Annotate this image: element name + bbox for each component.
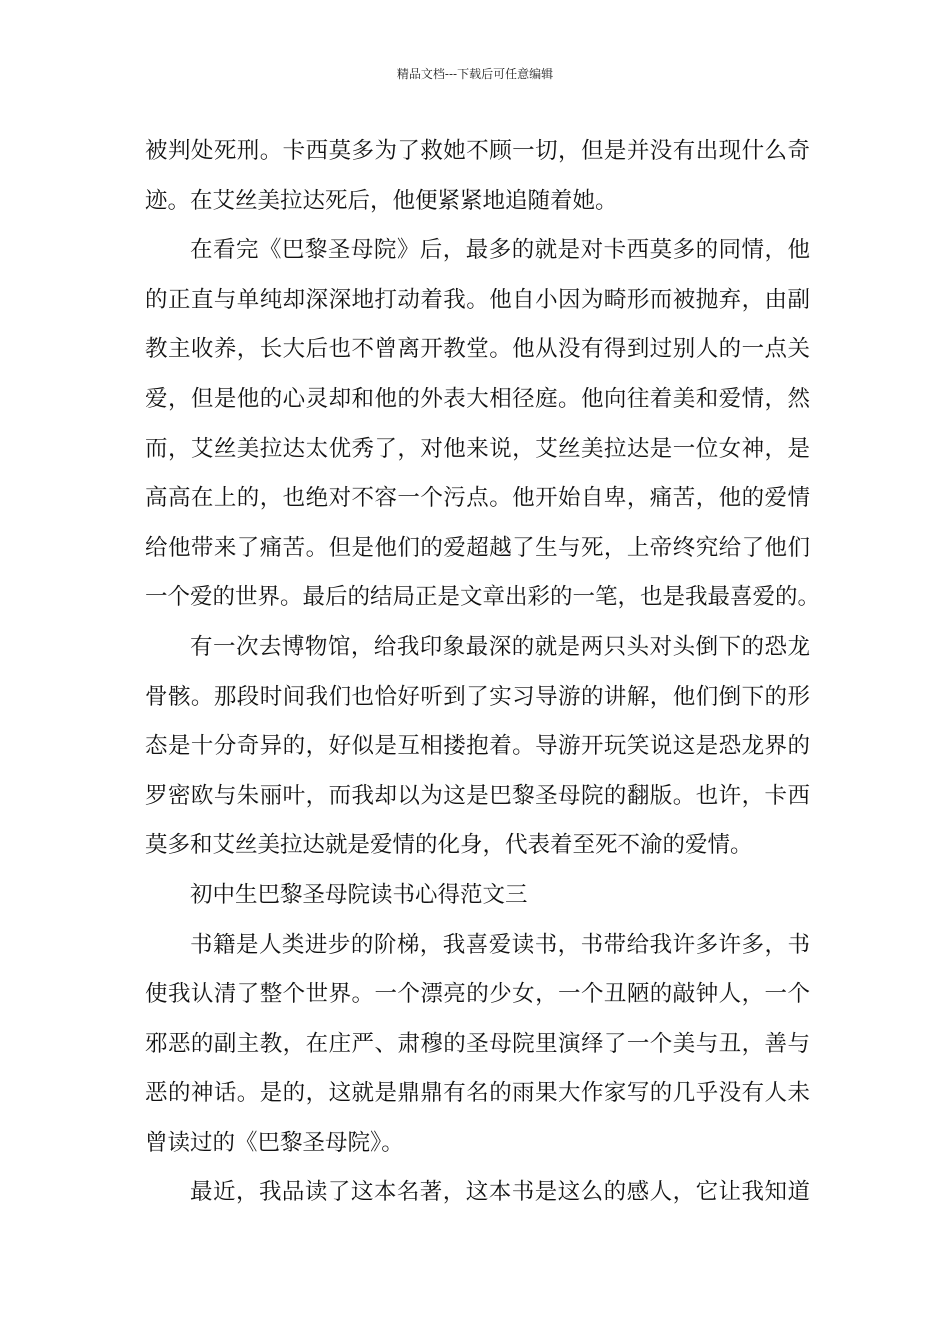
text-line: 教主收养，长大后也不曾离开教堂。他从没有得到过别人的一点关 xyxy=(145,336,810,363)
text-line: 使我认清了整个世界。一个漂亮的少女，一个丑陋的敲钟人，一个 xyxy=(145,981,810,1008)
text-line: 爱，但是他的心灵却和他的外表大相径庭。他向往着美和爱情，然 xyxy=(145,385,810,412)
paragraph xyxy=(145,623,810,871)
paragraph xyxy=(145,921,810,1169)
text-line: 骨骸。那段时间我们也恰好听到了实习导游的讲解，他们倒下的形 xyxy=(145,683,810,710)
paragraph xyxy=(145,127,810,226)
text-line: 的正直与单纯却深深地打动着我。他自小因为畸形而被抛弃，由副 xyxy=(145,286,810,313)
text-line: 被判处死刑。卡西莫多为了救她不顾一切，但是并没有出现什么奇 xyxy=(145,138,810,164)
text-line: 初中生巴黎圣母院读书心得范文三 xyxy=(190,881,528,908)
text-line: 态是十分奇异的，好似是互相搂抱着。导游开玩笑说这是恐龙界的 xyxy=(145,733,810,760)
text-line: 恶的神话。是的，这就是鼎鼎有名的雨果大作家写的几乎没有人未 xyxy=(145,1080,810,1107)
text-line: 高高在上的，也绝对不容一个污点。他开始自卑，痛苦，他的爱情 xyxy=(145,485,810,512)
text-line: 给他带来了痛苦。但是他们的爱超越了生与死，上帝终究给了他们 xyxy=(145,534,810,561)
text-line: 在看完《巴黎圣母院》后，最多的就是对卡西莫多的同情，他 xyxy=(190,237,810,264)
page-header: 精品文档---下载后可任意编辑 xyxy=(396,67,554,81)
paragraph xyxy=(145,1168,810,1218)
text-line: 书籍是人类进步的阶梯，我喜爱读书，书带给我许多许多，书 xyxy=(190,931,810,958)
text-line: 邪恶的副主教，在庄严、肃穆的圣母院里演绎了一个美与丑，善与 xyxy=(145,1030,810,1057)
text-line: 迹。在艾丝美拉达死后，他便紧紧地追随着她。 xyxy=(145,187,618,214)
text-line: 最近，我品读了这本名著，这本书是这么的感人，它让我知道 xyxy=(190,1179,810,1206)
text-line: 有一次去博物馆，给我印象最深的就是两只头对头倒下的恐龙 xyxy=(190,633,810,660)
text-line: 一个爱的世界。最后的结局正是文章出彩的一笔，也是我最喜爱的。 xyxy=(145,584,821,611)
document-body xyxy=(145,127,821,1218)
paragraph xyxy=(145,871,810,921)
text-line: 莫多和艾丝美拉达就是爱情的化身，代表着至死不渝的爱情。 xyxy=(145,832,753,859)
text-line: 罗密欧与朱丽叶，而我却以为这是巴黎圣母院的翻版。也许，卡西 xyxy=(145,782,810,809)
paragraph xyxy=(145,226,821,623)
text-line: 曾读过的《巴黎圣母院》。 xyxy=(145,1129,404,1156)
text-line: 而，艾丝美拉达太优秀了，对他来说，艾丝美拉达是一位女神，是 xyxy=(145,435,810,462)
